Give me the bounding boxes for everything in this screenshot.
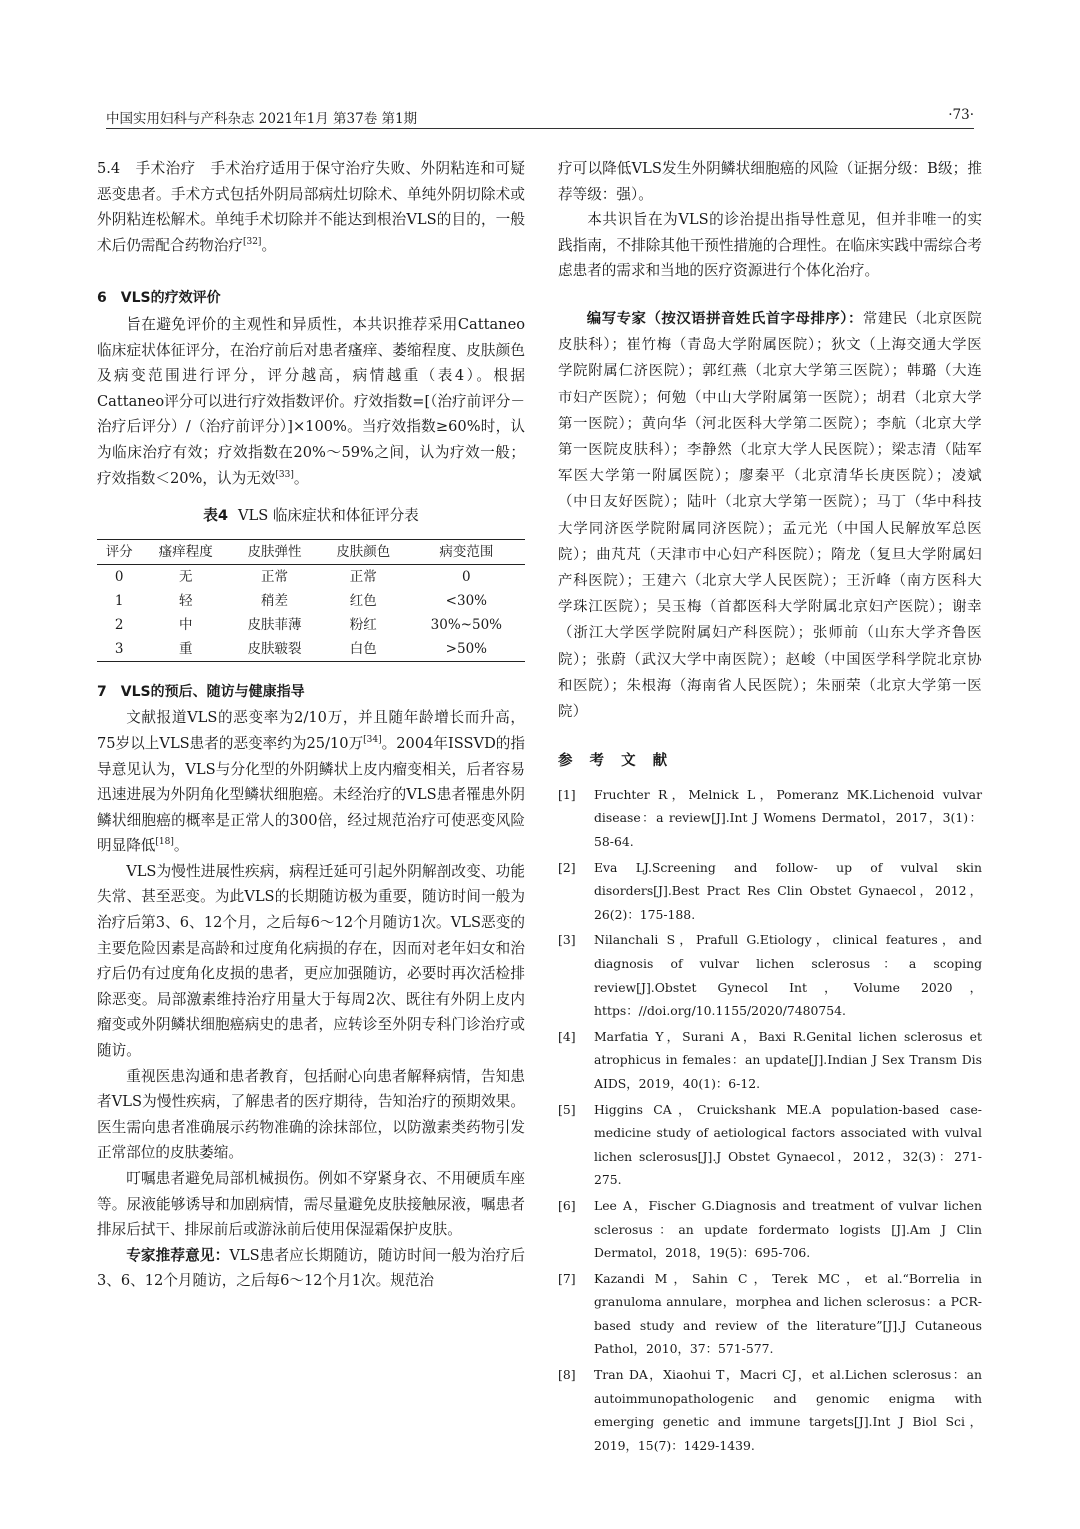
- reference-item: [7] Kazandi M，Sahin C，Terek MC，et al.“Borrelia in granuloma annulare，morphea and lichen sclerosus：a PCR-based study and review of the literature”[J].J Cutaneous Pathol，2010，37：571-577.: [558, 1270, 982, 1357]
- table-header-row: [97, 539, 525, 564]
- table-caption: 表4 VLS 临床症状和体征评分表: [203, 507, 419, 525]
- citation: [32]: [242, 236, 262, 247]
- reference-item: [8] Tran DA，Xiaohui T，Macri CJ，et al.Lichen sclerosus：an autoimmunopathologenic and genomic enigma with emerging genetic and immune targets[J].Int J Biol Sci，2019，15(7)：1429-1439.: [558, 1367, 982, 1453]
- table-cell: 无: [179, 568, 193, 585]
- table-cell: 2: [114, 616, 124, 633]
- citation: [18]: [155, 837, 174, 848]
- table-cell: 重: [179, 640, 193, 657]
- table-cell: <30%: [445, 592, 487, 609]
- table-header-cell: 皮肤颜色: [336, 543, 391, 560]
- table-cell: 轻: [179, 592, 193, 609]
- journal-title: 中国实用妇科与产科杂志 2021年1月 第37卷 第1期: [106, 111, 418, 127]
- table-header-cell: 皮肤弹性: [247, 543, 302, 560]
- table-cell: 0: [114, 568, 124, 585]
- table-header-cell: 评分: [105, 543, 133, 560]
- table-row: [97, 637, 525, 662]
- reference-item: [1] Fruchter R，Melnick L，Pomeranz MK.Lichenoid vulvar disease：a review[J].Int J Womens Dermatol，2017，3(1)：58-64.: [558, 786, 982, 849]
- page-number: ·73·: [948, 107, 974, 123]
- table-cell: 中: [179, 616, 193, 633]
- reference-list: [558, 783, 982, 1458]
- table-cell: 白色: [349, 640, 377, 657]
- references-heading: 参 考 文 献: [558, 753, 674, 770]
- citation: [34]: [363, 735, 382, 746]
- table-cell: 正常: [349, 568, 377, 585]
- recommendation-label: 专家推荐意见：: [126, 1246, 230, 1264]
- section-heading-7: 7 VLS的预后、随访与健康指导: [97, 683, 305, 700]
- table-cell: 皮肤菲薄: [247, 616, 302, 633]
- expert-list-label: 编写专家（按汉语拼音姓氏首字母排序）：: [586, 310, 863, 327]
- section-heading-6: 6 VLS的疗效评价: [97, 290, 221, 307]
- table-cell: 红色: [349, 592, 377, 609]
- table-cell: 稍差: [261, 592, 289, 609]
- table-cell: 3: [114, 640, 124, 657]
- paragraph-recommendation-cont: 疗可以降低VLS发生外阴鳞状细胞癌的风险（证据分级：B级；推荐等级：强）。: [558, 160, 982, 203]
- paragraph-followup: VLS为慢性进展性疾病，病程迁延可引起外阴解剖改变、功能失常、甚至恶变。为此VLS的长期随访极为重要，随访时间一般为治疗后第3、6、12个月，之后每6～12个月随访1次。VLS恶变的主要危险因素是高龄和过度角化病损的存在，因而对老年妇女和治疗后仍有过度角化皮损的患者，更应加强随访，必要时再次活检排除恶变。局部激素维持治疗用量大于每周2次、既往有外阴上皮内瘤变或外阴鳞状细胞癌病史的患者，应转诊至外阴专科门诊治疗或随访。: [97, 862, 525, 1060]
- table-cell: 粉红: [349, 616, 377, 633]
- table-row: [97, 589, 525, 613]
- table-cell: 0: [462, 568, 471, 585]
- paragraph-communication: 重视医患沟通和患者教育，包括耐心向患者解释病情，告知患者VLS为慢性疾病，了解患者的医疗期待，告知治疗的预期效果。医生需向患者准确展示药物准确的涂抹部位，以防激素类药物引发正常部位的皮肤萎缩。: [97, 1067, 525, 1162]
- paragraph-surgery: 5.4 手术治疗 手术治疗适用于保守治疗失败、外阴粘连和可疑恶变患者。手术方式包括外阴局部病灶切除术、单纯外阴切除术或外阴粘连松解术。单纯手术切除并不能达到根治VLS的目的，一般术后仍需配合药物治疗[32]。: [97, 160, 525, 254]
- table-cell: 30%~50%: [430, 616, 502, 633]
- reference-item: [6] Lee A，Fischer G.Diagnosis and treatment of vulvar lichen sclerosus：an update fordermato logists [J].Am J Clin Dermatol，2018，19(5)：695-706.: [558, 1197, 982, 1261]
- citation: [33]: [275, 469, 294, 480]
- right-column: [558, 156, 982, 1459]
- left-column: [97, 156, 525, 1294]
- paragraph-prognosis: 文献报道VLS的恶变率为2/10万，并且随年龄增长而升高，75岁以上VLS患者的恶变率约为25/10万[34]。2004年ISSVD的指导意见认为，VLS与分化型的外阴鳞状上皮内瘤变相关，后者容易迅速进展为外阴角化型鳞状细胞癌。未经治疗的VLS患者罹患外阴鳞状细胞癌的概率是正常人的300倍，经过规范治疗可使恶变风险明显降低[18]。: [97, 709, 525, 855]
- reference-item: [5] Higgins CA，Cruickshank ME.A population-based case-medicine study of aetiological factors associated with vulval lichen sclerosus[J].J Obstet Gynaecol，2012，32(3)：271-275.: [558, 1101, 982, 1188]
- reference-item: [2] Eva LJ.Screening and follow- up of vulval skin disorders[J].Best Pract Res Clin Obstet Gynaecol，2012，26(2)：175-188.: [558, 859, 982, 922]
- paragraph-recommendation: 专家推荐意见：VLS患者应长期随访，随访时间一般为治疗后3、6、12个月随访，之后每6～12个月1次。规范治: [97, 1246, 525, 1290]
- table-row: [97, 564, 525, 589]
- table-row: [97, 613, 525, 637]
- reference-item: [3] Nilanchali S，Prafull G.Etiology，clinical features，and diagnosis of vulvar lichen sclerosus：a scoping review[J].Obstet Gynecol Int，Volume 2020，https：//doi.org/10.1155/2020/7480754.: [558, 932, 982, 1019]
- paragraph-care: 叮嘱患者避免局部机械损伤。例如不穿紧身衣、不用硬质车座等。尿液能够诱导和加剧病情，需尽量避免皮肤接触尿液，嘱患者排尿后拭干、排尿前后或游泳前后使用保湿霜保护皮肤。: [97, 1170, 525, 1239]
- table-cell: >50%: [445, 640, 487, 657]
- table-cell: 正常: [261, 568, 289, 585]
- running-header: [106, 104, 974, 129]
- table-header-cell: 病变范围: [439, 543, 494, 560]
- table-cell: 1: [114, 592, 124, 609]
- score-table: [97, 539, 525, 662]
- table-cell: 皮肤皲裂: [247, 640, 302, 657]
- expert-list: 编写专家（按汉语拼音姓氏首字母排序）：常建民（北京医院皮肤科）；崔竹梅（青岛大学附属医院）；狄文（上海交通大学医学院附属仁济医院）；郭红燕（北京大学第三医院）；韩璐（大连市妇产医院）；何勉（中山大学附属第一医院）；胡君（北京大学第一医院）；黄向华（河北医科大学第二医院）；李航（北京大学第一医院皮肤科）；李静然（北京大学人民医院）；梁志清（陆军军医大学第一附属医院）；廖秦平（北京清华长庚医院）；凌斌（中日友好医院）；陆叶（北京大学第一医院）；马丁（华中科技大学同济医学院附属同济医院）；孟元光（中国人民解放军总医院）；曲芃芃（天津市中心妇产科医院）；隋龙（复旦大学附属妇产科医院）；王建六（北京大学人民医院）；王沂峰（南方医科大学珠江医院）；吴玉梅（首都医科大学附属北京妇产医院）；谢幸（浙江大学医学院附属妇产科医院）；张师前（山东大学齐鲁医院）；张蔚（武汉大学中南医院）；赵峻（中国医学科学院北京协和医院）；朱根海（海南省人民医院）；朱丽荣（北京大学第一医院）: [558, 310, 982, 721]
- paragraph-scope: 本共识旨在为VLS的诊治提出指导性意见，但并非唯一的实践指南，不排除其他干预性措施的合理性。在临床实践中需综合考虑患者的需求和当地的医疗资源进行个体化治疗。: [558, 211, 982, 280]
- table-header-cell: 瘙痒程度: [158, 543, 213, 560]
- paragraph-efficacy: 旨在避免评价的主观性和异质性，本共识推荐采用Cattaneo临床症状体征评分，在治疗前后对患者瘙痒、萎缩程度、皮肤颜色及病变范围进行评分，评分越高，病情越重（表4）。根据Cattaneo评分可以进行疗效指数评价。疗效指数=[（治疗前评分－治疗后评分）/（治疗前评分）]×100%。当疗效指数≥60%时，认为临床治疗有效；疗效指数在20%～59%之间，认为疗效一般；疗效指数＜20%，认为无效[33]。: [97, 315, 525, 487]
- reference-item: [4] Marfatia Y，Surani A，Baxi R.Genital lichen sclerosus et atrophicus in females：an update[J].Indian J Sex Transm Dis AIDS，2019，40(1)：6-12.: [558, 1028, 982, 1091]
